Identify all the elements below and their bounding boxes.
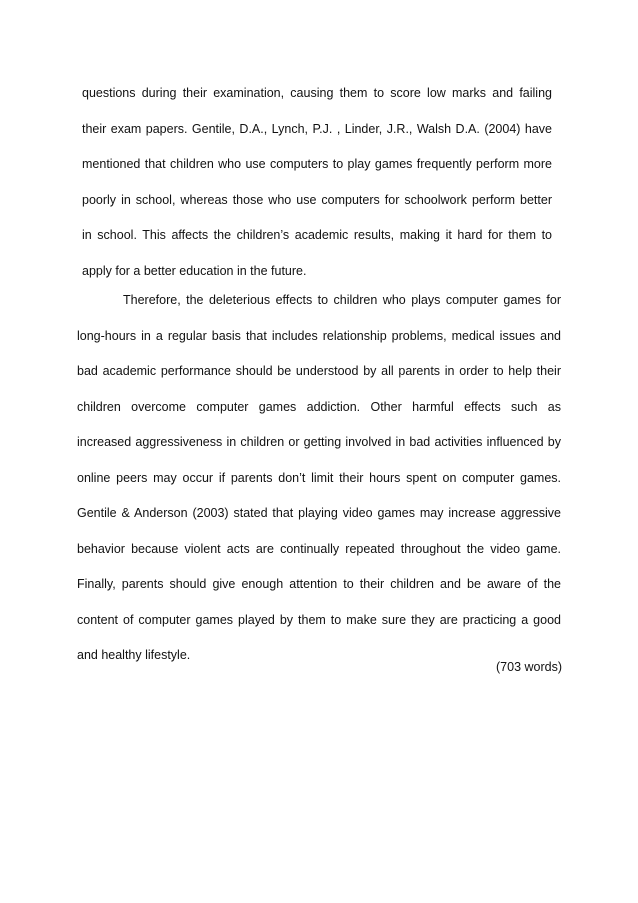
text-line: Therefore, the deleterious effects to children who plays computer games for (123, 293, 561, 307)
word-count: (703 words) (496, 660, 562, 674)
text-line: online peers may occur if parents don’t limit their hours spent on computer games. (77, 470, 561, 485)
text-line: poorly in school, whereas those who use computers for schoolwork perform better (82, 192, 552, 207)
text-line: their exam papers. Gentile, D.A., Lynch, P.J. , Linder, J.R., Walsh D.A. (2004) have (82, 121, 552, 136)
text-line: children overcome computer games addiction. Other harmful effects such as (77, 399, 561, 414)
text-line: behavior because violent acts are continually repeated throughout the video game. (77, 541, 561, 556)
text-line: questions during their examination, causing them to score low marks and failing (82, 86, 552, 100)
text-line: content of computer games played by them to make sure they are practicing a good (77, 612, 561, 627)
text-line: long-hours in a regular basis that includes relationship problems, medical issues and (77, 328, 561, 343)
text-line: in school. This affects the children’s academic results, making it hard for them to (82, 228, 552, 242)
text-line: bad academic performance should be understood by all parents in order to help their (77, 364, 561, 378)
conclusion-paragraph (77, 283, 561, 674)
continuation-paragraph (82, 76, 552, 289)
text-line: mentioned that children who use computers to play games frequently perform more (82, 157, 552, 171)
text-line: Gentile & Anderson (2003) stated that playing video games may increase aggressive (77, 506, 561, 520)
text-line: increased aggressiveness in children or getting involved in bad activities influenced by (77, 435, 561, 449)
text-line: and healthy lifestyle. (77, 648, 191, 662)
text-line: Finally, parents should give enough attention to their children and be aware of the (77, 577, 561, 591)
text-line: apply for a better education in the future. (82, 263, 307, 278)
